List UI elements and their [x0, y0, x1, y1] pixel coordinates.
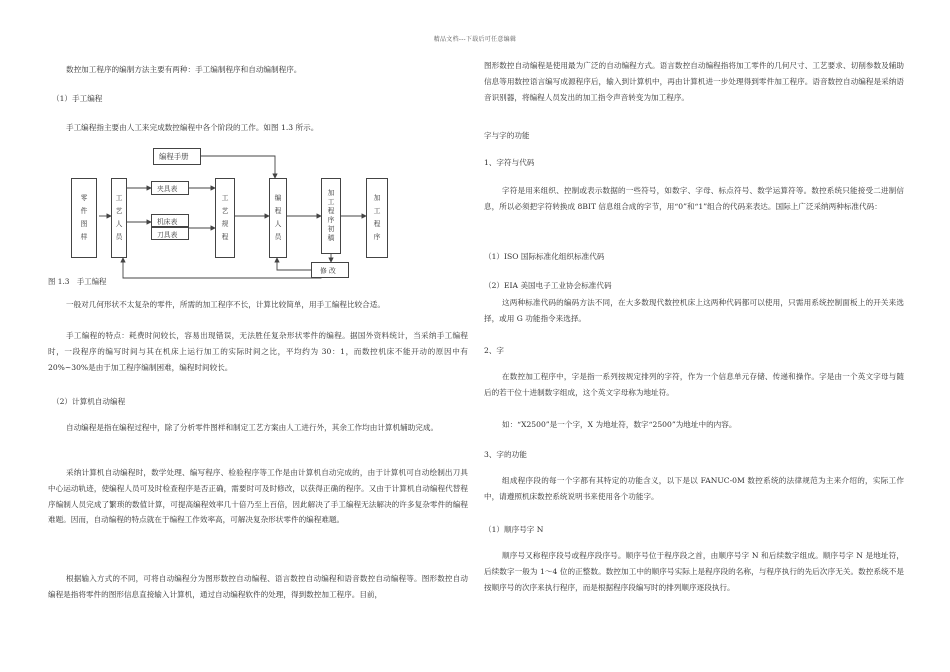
- manual-programming-diagram: [63, 146, 405, 284]
- manual-intro-paragraph: 手工编程指主要由人工来完成数控编程中各个阶段的工作。如图 1.3 所示。: [66, 123, 319, 132]
- machine-table-box: 机床表: [151, 214, 189, 227]
- word-definition-paragraph: 在数控加工程序中，字是指一系列按规定排列的字符，作为一个信息单元存储、传递和操作。字是由一个英文字母与随后的若干位十进制数字组成，这个英文字母称为地址符。: [484, 372, 904, 397]
- right-intro-paragraph: 图形数控自动编程是使用最为广泛的自动编程方式。语言数控自动编程指将加工零件的几何尺寸、工艺要求、切削参数及辅助信息等用数控语言编写成源程序后，输入到计算机中，再由计算机进一步处理得到零件加工程序。语音数控自动编程是采纳语音识别器，将编程人员发出的加工指令声音转变为加工程序。: [484, 61, 904, 102]
- figure-caption: 图 1.3 手工编程: [48, 277, 107, 286]
- eia-code-item: （2）EIA 美国电子工业协会标准代码: [484, 281, 612, 290]
- chars-codes-paragraph: 字符是用来组织、控制或表示数据的一些符号，如数字、字母、标点符号、数学运算符等。数控系统只能接受二进制信息，所以必须把字符转换成 8BIT 信息组合成的字节，用“0”和“1”组合的代码来表达。国际上广泛采纳两种标准代码：: [484, 186, 904, 211]
- programmer-box: 编 程 人 员: [269, 178, 287, 258]
- code-usage-paragraph: 这两种标准代码的编码方法不同，在大多数现代数控机床上这两种代码都可以使用，只需用系统控制面板上的开关来选择，或用 G 功能指令来选择。: [484, 298, 904, 323]
- heading-word-function: 3、字的功能: [484, 450, 527, 459]
- programming-handbook-box: 编程手册: [153, 148, 201, 165]
- part-drawing-box: 零 件 图 样: [71, 178, 97, 258]
- fixture-table-box: 夹具表: [151, 181, 189, 195]
- intro-paragraph: 数控加工程序的编制方法主要有两种：手工编制程序和自动编制程序。: [66, 65, 302, 74]
- word-function-paragraph: 组成程序段的每一个字都有其特定的功能含义，以下是以 FANUC-0M 数控系统的法律规范为主来介绍的，实际工作中，请遵照机床数控系统说明书来使用各个功能字。: [484, 476, 904, 501]
- manual-characteristics-paragraph: 手工编程的特点：耗费时间较长，容易出现错误，无法胜任复杂形状零件的编程。据国外资料统计，当采纳手工编程时，一段程序的编写时间与其在机床上运行加工的实际时间之比，平均约为 30：1，而数控机床不能开动的原因中有 20%~30%是由于加工程序编制困难，编程时间较长。: [48, 331, 468, 372]
- process-person-box: 工 艺 人 员: [111, 178, 127, 258]
- heading-word: 2、字: [484, 346, 505, 355]
- iso-code-item: （1）ISO 国际标准化组织标准代码: [484, 252, 605, 261]
- auto-definition-paragraph: 自动编程是指在编程过程中，除了分析零件图样和制定工艺方案由人工进行外，其余工作均由计算机辅助完成。: [66, 423, 439, 432]
- page-header-note: 精品文档---下载后可任意编辑: [433, 36, 517, 43]
- auto-types-paragraph: 根据输入方式的不同，可将自动编程分为图形数控自动编程、语言数控自动编程和语音数控自动编程等。图形数控自动编程是指将零件的图形信息直接输入计算机，通过自动编程软件的处理，得到数控加工程序。目前，: [48, 574, 468, 599]
- section-heading-auto: （2）计算机自动编程: [52, 397, 126, 406]
- sequence-number-paragraph: 顺序号又称程序段号或程序段序号。顺序号位于程序段之首，由顺序号字 N 和后续数字组成。顺序号字 N 是地址符，后续数字一般为 1～4 位的正整数。数控加工中的顺序号实际上是程序段的名称，与程序执行的先后次序无关。数控系统不是按顺序号的次序来执行程序，而是根据程序段编写时的排列顺序逐段执行。: [484, 551, 904, 592]
- main-heading-words: 字与字的功能: [484, 131, 530, 140]
- tool-table-box: 刀具表: [151, 227, 189, 240]
- process-spec-box: 工 艺 规 程: [215, 178, 235, 258]
- word-example-paragraph: 如：“X2500”是一个字，X 为地址符，数字“2500”为地址中的内容。: [502, 420, 737, 429]
- heading-chars-and-codes: 1、字符与代码: [484, 158, 535, 167]
- manual-suitability-paragraph: 一般对几何形状不太复杂的零件，所需的加工程序不长，计算比较简单，用手工编程比较合适。: [66, 300, 385, 309]
- modify-box: 修 改: [311, 262, 349, 278]
- auto-characteristics-paragraph: 采纳计算机自动编程时，数学处理、编写程序、检验程序等工作是由计算机自动完成的，由于计算机可自动绘制出刀具中心运动轨迹，使编程人员可及时检查程序是否正确，需要时可及时修改，以获得正确的程序。又由于计算机自动编程代替程序编制人员完成了繁琐的数值计算，可提高编程效率几十倍乃至上百倍，因此解决了手工编程无法解决的许多复杂零件的编程难题。因而，自动编程的特点就在于编程工作效率高，可解决复杂形状零件的编程难题。: [48, 468, 468, 525]
- final-program-box: 加 工 程 序: [366, 178, 388, 258]
- first-draft-program-box: 加 工 程 序 初 稿: [321, 178, 341, 254]
- section-heading-manual: （1）手工编程: [52, 94, 103, 103]
- sequence-number-item: （1）顺序号字 N: [484, 525, 544, 534]
